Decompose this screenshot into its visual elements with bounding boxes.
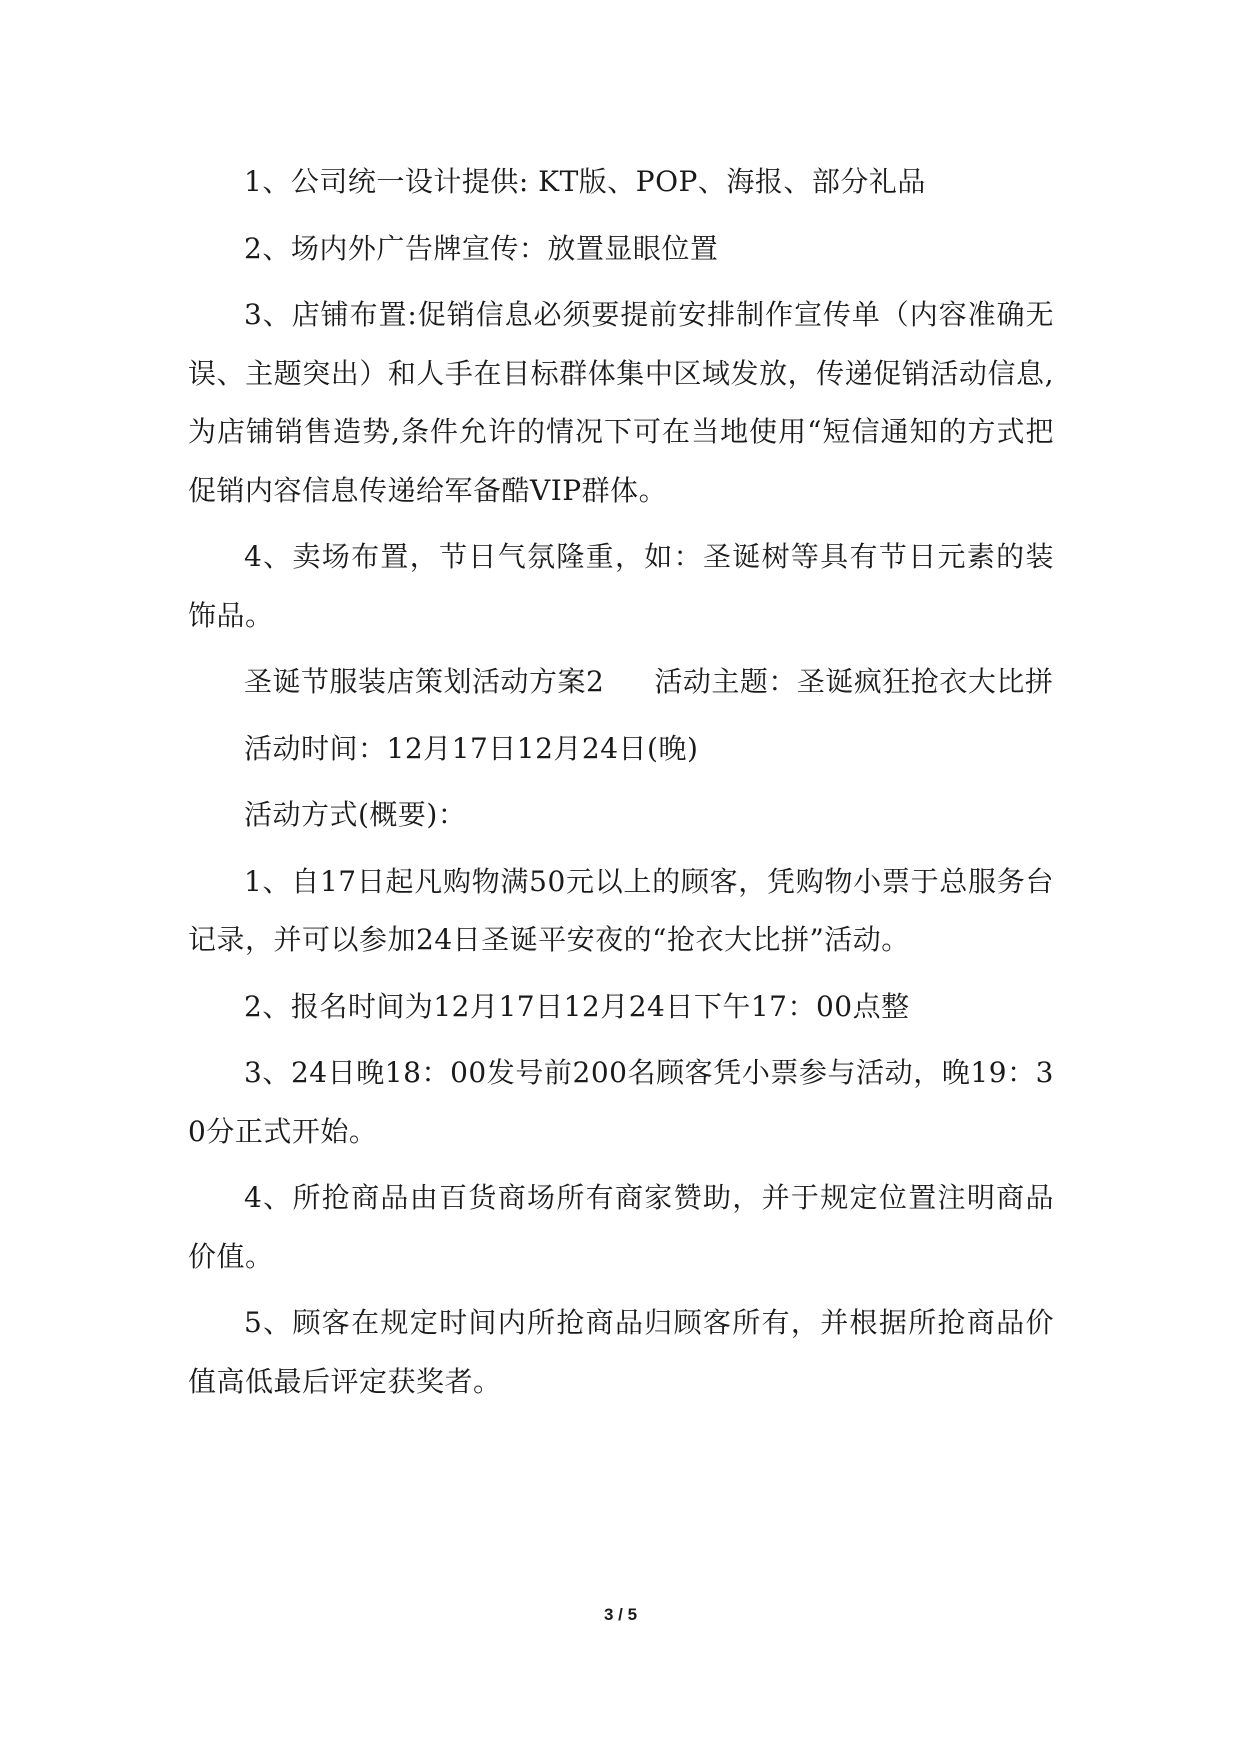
paragraph-design-supply: 1、公司统一设计提供: KT版、POP、海报、部分礼品 (244, 165, 926, 198)
paragraph-rule-4: 4、所抢商品由百货商场所有商家赞助，并于规定位置注明商品价值。 (188, 1181, 1054, 1273)
paragraph-billboard: 2、场内外广告牌宣传：放置显眼位置 (244, 231, 719, 265)
paragraph-rule-2: 2、报名时间为12月17日12月24日下午17：00点整 (244, 989, 910, 1023)
plan-title: 圣诞节服装店策划活动方案2 (244, 665, 605, 698)
paragraph-store-layout: 3、店铺布置:促销信息必须要提前安排制作宣传单（内容准确无误、主题突出）和人手在目标群体集中区域发放，传递促销活动信息,为店铺销售造势,条件允许的情况下可在当地使用“短信通知的方式把促销内容信息传递给军备酷VIP群体。 (188, 298, 1054, 507)
plan-heading (188, 653, 1054, 712)
paragraph-event-format: 活动方式(概要)： (244, 798, 467, 831)
paragraph-rule-1: 1、自17日起凡购物满50元以上的顾客，凭购物小票于总服务台记录，并可以参加24日圣诞平安夜的“抢衣大比拼”活动。 (188, 864, 1054, 956)
page-number: 3 / 5 (603, 1605, 638, 1624)
document-body (188, 153, 1054, 1419)
plan-theme: 活动主题：圣诞疯狂抢衣大比拼 (654, 665, 1054, 698)
paragraph-rule-3: 3、24日晚18：00发号前200名顾客凭小票参与活动，晚19：30分正式开始。 (188, 1056, 1054, 1148)
paragraph-rule-5: 5、顾客在规定时间内所抢商品归顾客所有，并根据所抢商品价值高低最后评定获奖者。 (188, 1306, 1054, 1398)
paragraph-sales-floor: 4、卖场布置，节日气氛隆重，如：圣诞树等具有节日元素的装饰品。 (188, 540, 1054, 632)
paragraph-event-time: 活动时间：12月17日12月24日(晚) (244, 731, 699, 765)
